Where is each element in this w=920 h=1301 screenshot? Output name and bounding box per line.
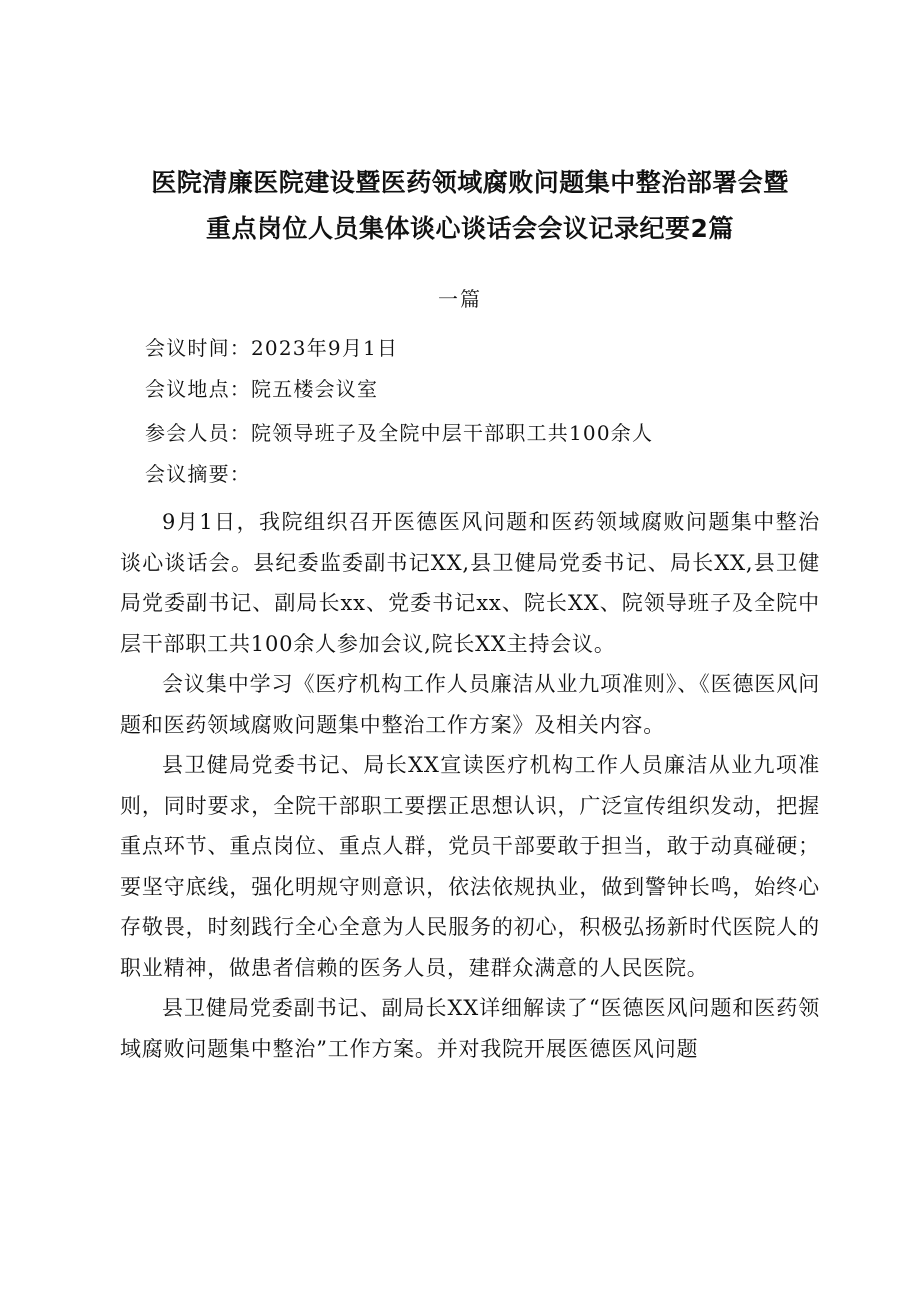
body-paragraph-2: 会议集中学习《医疗机构工作人员廉洁从业九项准则》、《医德医风问题和医药领域腐败问题集中整治工作方案》及相关内容。 <box>120 672 820 737</box>
section-heading: 一篇 <box>438 287 482 311</box>
body-paragraph-1: 9月1日，我院组织召开医德医风问题和医药领域腐败问题集中整治谈心谈话会。县纪委监委副书记XX,县卫健局党委书记、局长XX,县卫健局党委副书记、副局长xx、党委书记xx、院长XX、院领导班子及全院中层干部职工共100余人参加会议,院长XX主持会议。 <box>120 510 820 656</box>
body-paragraph-3: 县卫健局党委书记、局长XX宣读医疗机构工作人员廉洁从业九项准则，同时要求，全院干部职工要摆正思想认识，广泛宣传组织发动，把握重点环节、重点岗位、重点人群，党员干部要敢于担当，敢于动真碰硬；要坚守底线，强化明规守则意识，依法依规执业，做到警钟长鸣，始终心存敬畏，时刻践行全心全意为人民服务的初心，积极弘扬新时代医院人的职业精神，做患者信赖的医务人员，建群众满意的人民医院。 <box>120 753 820 980</box>
document-body <box>120 502 820 1069</box>
meeting-attendees: 参会人员：院领导班子及全院中层干部职工共100余人 <box>145 421 654 445</box>
body-paragraph-4: 县卫健局党委副书记、副局长XX详细解读了“医德医风问题和医药领域腐败问题集中整治”工作方案。并对我院开展医德医风问题 <box>120 996 820 1061</box>
document-title-line-1: 医院清廉医院建设暨医药领域腐败问题集中整治部署会暨 <box>151 168 789 197</box>
document-title-line-2: 重点岗位人员集体谈心谈话会会议记录纪要2篇 <box>206 214 734 243</box>
summary-label: 会议摘要： <box>145 462 251 486</box>
meeting-place: 会议地点：院五楼会议室 <box>145 377 379 401</box>
meeting-time: 会议时间：2023年9月1日 <box>145 336 399 360</box>
